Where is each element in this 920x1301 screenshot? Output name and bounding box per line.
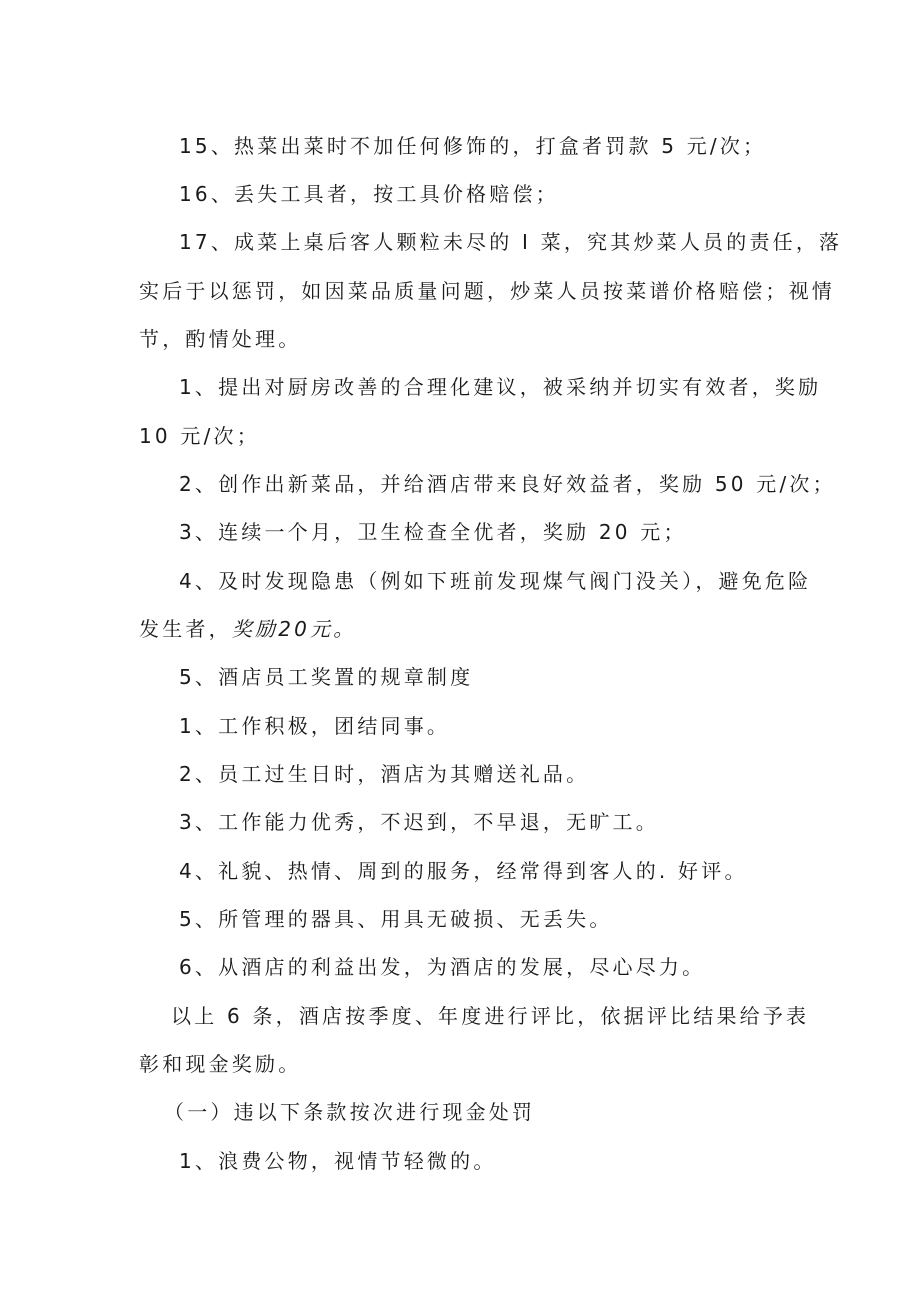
- staff-item-1: 1、工作积极，团结同事。: [179, 714, 451, 738]
- reward-4-line-1: 4、及时发现隐患（例如下班前发现煤气阀门没关），避免危险: [179, 569, 812, 593]
- rule-17-line-3: 节，酌情处理。: [139, 327, 302, 351]
- staff-item-6: 6、从酒店的利益出发，为酒店的发展，尽心尽力。: [179, 955, 706, 979]
- reward-3: 3、连续一个月，卫生检查全优者，奖励 20 元；: [179, 520, 687, 544]
- reward-1-line-2: 10 元/次；: [139, 424, 260, 448]
- rule-16: 16、丢失工具者，按工具价格赔偿；: [179, 182, 559, 206]
- penalty-item-1: 1、浪费公物，视情节轻微的。: [179, 1149, 497, 1173]
- staff-item-4: 4、礼貌、热情、周到的服务，经常得到客人的. 好评。: [179, 859, 748, 883]
- reward-4-text: 发生者，: [139, 617, 232, 641]
- rule-17-line-2: 实后于以惩罚，如因菜品质量问题，炒菜人员按菜谱价格赔偿；视情: [139, 279, 835, 303]
- penalty-heading: （一）违以下条款按次进行现金处罚: [164, 1100, 536, 1124]
- rule-17-line-1: 17、成菜上桌后客人颗粒未尽的 I 菜，究其炒菜人员的责任，落: [179, 230, 843, 254]
- staff-item-5: 5、所管理的器具、用具无破损、无丢失。: [179, 907, 613, 931]
- reward-2: 2、创作出新菜品，并给酒店带来良好效益者，奖励 50 元/次；: [179, 472, 836, 496]
- reward-1-line-1: 1、提出对厨房改善的合理化建议，被采纳并切实有效者，奖励: [179, 375, 822, 399]
- summary-line-1: 以上 6 条，酒店按季度、年度进行评比，依据评比结果给予表: [171, 1004, 810, 1028]
- staff-item-2: 2、员工过生日时，酒店为其赠送礼品。: [179, 762, 590, 786]
- staff-item-3: 3、工作能力优秀，不迟到，不早退，无旷工。: [179, 810, 659, 834]
- reward-4-amount: 奖励20元。: [231, 617, 357, 641]
- section-heading-staff-rewards: 5、酒店员工奖置的规章制度: [179, 665, 474, 689]
- rule-15: 15、热菜出菜时不加任何修饰的，打盒者罚款 5 元/次；: [179, 134, 767, 158]
- summary-line-2: 彰和现金奖励。: [139, 1052, 302, 1076]
- reward-4-line-2: [139, 617, 356, 641]
